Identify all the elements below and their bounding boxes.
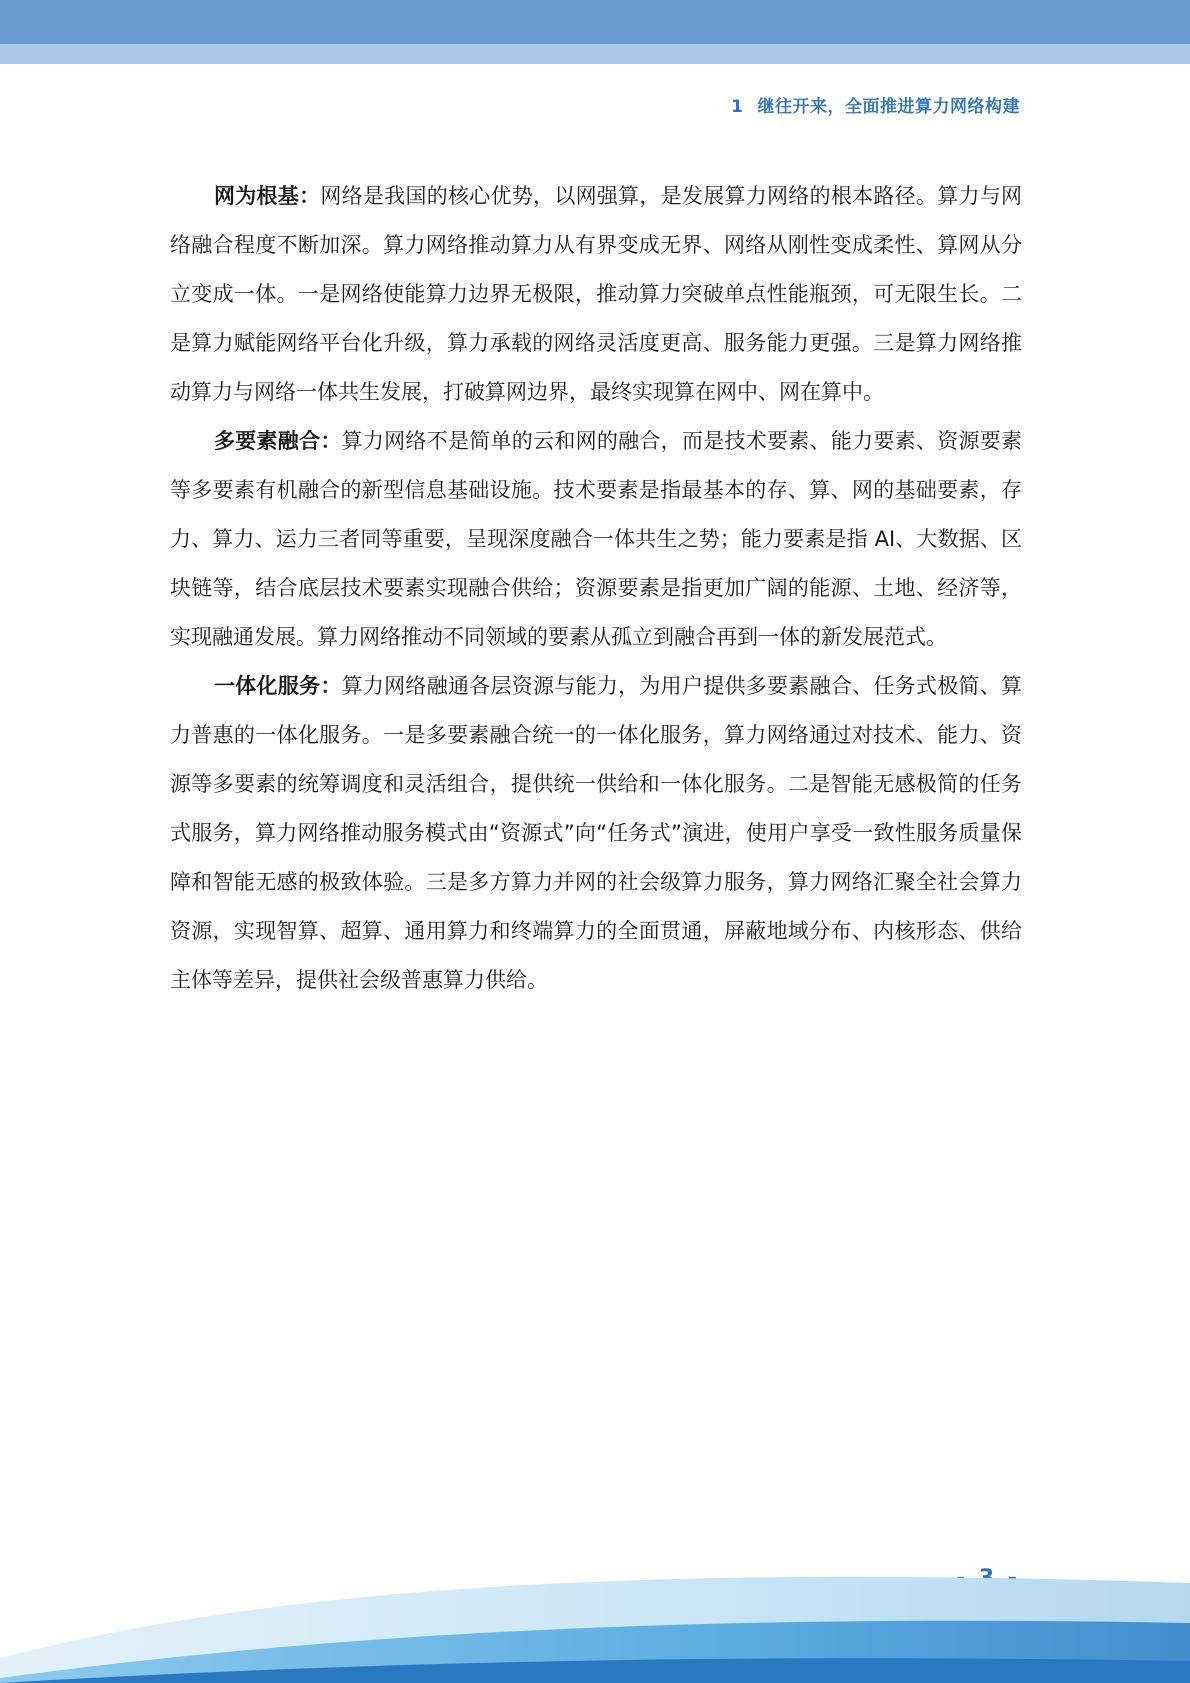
top-decorative-band-light bbox=[0, 44, 1190, 64]
paragraph-body: 算力网络不是简单的云和网的融合，而是技术要素、能力要素、资源要素等多要素有机融合的新型信息基础设施。技术要素是指最基本的存、算、网的基础要素，存力、算力、运力三者同等重要，呈现深度融合一体共生之势；能力要素是指 AI、大数据、区块链等，结合底层技术要素实现融合供给；资源要素是指更加广阔的能源、土地、经济等，实现融通发展。算力网络推动不同领域的要素从孤立到融合再到一体的新发展范式。 bbox=[170, 429, 1023, 649]
paragraph-multi-element-fusion bbox=[170, 417, 1022, 662]
paragraph-body: 网络是我国的核心优势，以网强算，是发展算力网络的根本路径。算力与网络融合程度不断加深。算力网络推动算力从有界变成无界、网络从刚性变成柔性、算网从分立变成一体。一是网络使能算力边界无极限，推动算力突破单点性能瓶颈，可无限生长。二是算力赋能网络平台化升级，算力承载的网络灵活度更高、服务能力更强。三是算力网络推动算力与网络一体共生发展，打破算网边界，最终实现算在网中、网在算中。 bbox=[170, 184, 1023, 404]
paragraph-body: 算力网络融通各层资源与能力，为用户提供多要素融合、任务式极简、算力普惠的一体化服务。一是多要素融合统一的一体化服务，算力网络通过对技术、能力、资源等多要素的统筹调度和灵活组合，提供统一供给和一体化服务。二是智能无感极简的任务式服务，算力网络推动服务模式由“资源式”向“任务式”演进，使用户享受一致性服务质量保障和智能无感的极致体验。三是多方算力并网的社会级算力服务，算力网络汇聚全社会算力资源，实现智算、超算、通用算力和终端算力的全面贯通，屏蔽地域分布、内核形态、供给主体等差异，提供社会级普惠算力供给。 bbox=[170, 674, 1023, 992]
paragraph-heading: 网为根基： bbox=[214, 184, 321, 208]
footer-wave-decoration bbox=[0, 1553, 1190, 1683]
chapter-number: 1 bbox=[731, 97, 744, 117]
chapter-header bbox=[731, 92, 1020, 117]
paragraph-heading: 一体化服务： bbox=[214, 674, 342, 698]
main-content bbox=[170, 172, 1022, 1005]
paragraph-heading: 多要素融合： bbox=[214, 429, 342, 453]
top-decorative-band bbox=[0, 0, 1190, 44]
chapter-title: 继往开来，全面推进算力网络构建 bbox=[757, 97, 1020, 117]
paragraph-network-foundation bbox=[170, 172, 1022, 417]
paragraph-integrated-service bbox=[170, 662, 1022, 1005]
